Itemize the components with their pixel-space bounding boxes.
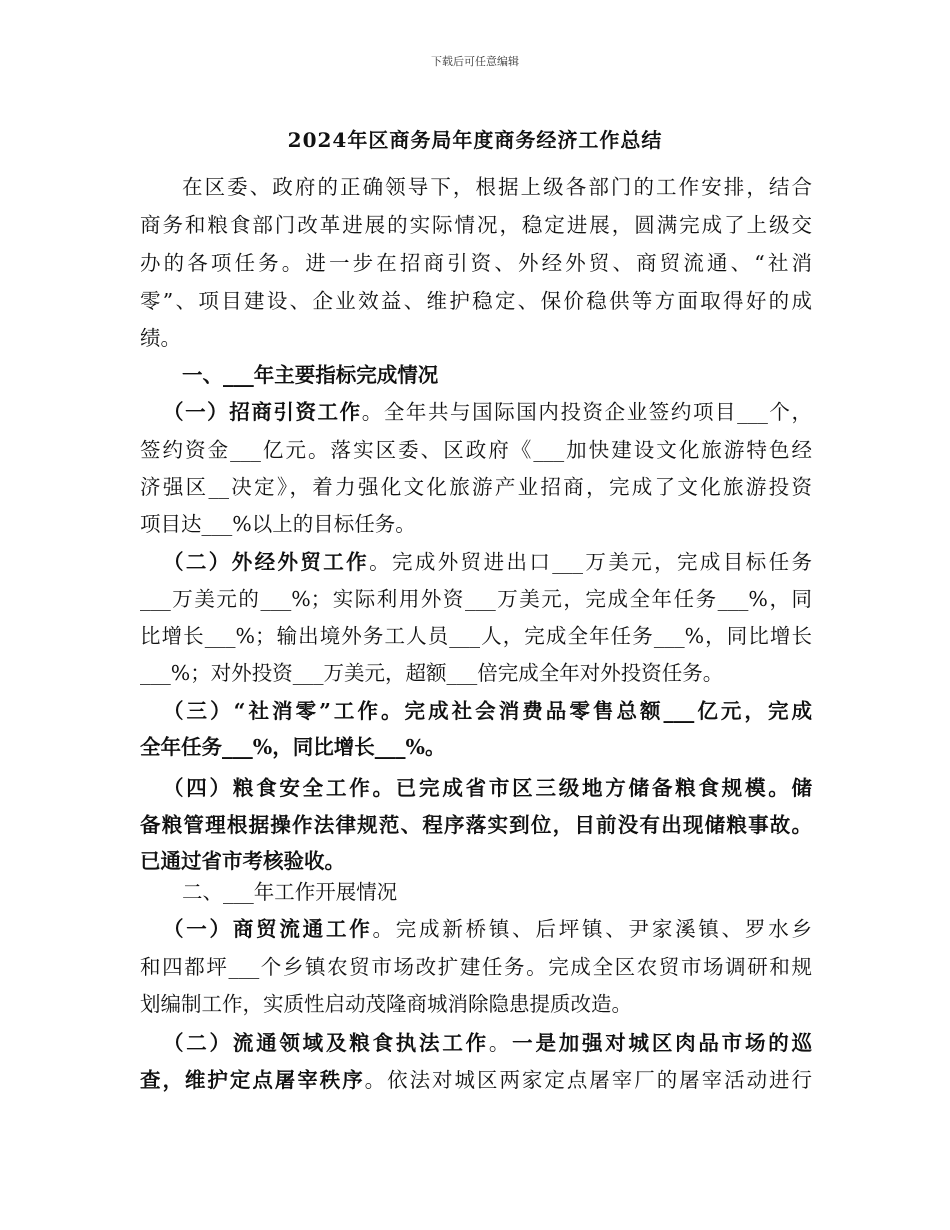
text-line: [140, 623, 812, 649]
document-title: 2024年区商务局年度商务经济工作总结: [287, 128, 663, 152]
text: 签约资金___亿元。落实区委、区政府《___加快建设文化旅游特色经: [140, 438, 812, 462]
text: 二、___年工作开展情况: [182, 880, 398, 904]
text-line: [140, 812, 812, 838]
header-note: 下载后可任意编辑: [431, 55, 519, 68]
text-line: [182, 879, 812, 905]
text-line: [163, 399, 812, 425]
bold-text: 备粮管理根据操作法律规范、程序落实到位，目前没有出现储粮事故。: [140, 813, 812, 837]
bold-text: （四）粮食安全工作。已完成省市区三级地方储备粮食规模。储: [163, 776, 812, 800]
text-line: [163, 1030, 812, 1056]
text: 办的各项任务。进一步在招商引资、外经外贸、商贸流通、“社消: [140, 251, 812, 275]
text-line: [140, 212, 812, 238]
text: 零”、项目建设、企业效益、维护稳定、保价稳供等方面取得好的成: [140, 289, 812, 313]
text: 。全年共与国际国内投资企业签约项目___个，: [361, 400, 813, 424]
bold-text: 全年任务___%，同比增长___%。: [140, 735, 446, 759]
bold-text: 一、___年主要指标完成情况: [182, 363, 439, 387]
text: 济强区__决定》，着力强化文化旅游产业招商，完成了文化旅游投资: [140, 475, 812, 499]
text-line: [163, 916, 812, 942]
bold-text: 已通过省市考核验收。: [140, 849, 345, 873]
text-line: [140, 586, 812, 612]
text: 划编制工作，实质性启动茂隆商城消除隐患提质改造。: [140, 992, 632, 1016]
text-line: [182, 362, 812, 388]
bold-text: （二）流通领域及粮食执法工作: [163, 1031, 489, 1055]
bold-text: （一）招商引资工作: [163, 400, 362, 424]
text-line: [140, 437, 812, 463]
bold-text: 查，维护定点屠宰秩序: [140, 1068, 365, 1092]
text-line: [140, 250, 812, 276]
text-line: [140, 954, 812, 980]
text-line: [163, 775, 812, 801]
text-line: [182, 174, 812, 200]
text: 项目达___%以上的目标任务。: [140, 512, 416, 536]
bold-text: 一是加强对城区肉品市场的巡: [512, 1031, 813, 1055]
text-line: [140, 511, 812, 537]
text: ___万美元的___%；实际利用外资___万美元，完成全年任务___%，同: [140, 587, 812, 611]
bold-text: （一）商贸流通工作: [163, 917, 373, 941]
text-line: [140, 474, 812, 500]
text-line: [140, 288, 812, 314]
text: 在区委、政府的正确领导下，根据上级各部门的工作安排，结合: [182, 175, 812, 199]
text: ___%；对外投资___万美元，超额___倍完成全年对外投资任务。: [140, 661, 724, 685]
text: 。完成新桥镇、后坪镇、尹家溪镇、罗水乡: [372, 917, 812, 941]
text: 。完成外贸进出口___万美元，完成目标任务: [369, 550, 813, 574]
text-line: [163, 549, 812, 575]
text: 绩。: [140, 326, 181, 350]
text-line: [140, 1067, 812, 1093]
bold-text: （三）“社消零”工作。完成社会消费品零售总额___亿元，完成: [163, 699, 812, 723]
text-line: [140, 848, 812, 874]
bold-text: （二）外经外贸工作: [163, 550, 370, 574]
text-line: [163, 698, 812, 724]
text: 。: [488, 1031, 513, 1055]
text-line: [140, 660, 812, 686]
text: 和四都坪___个乡镇农贸市场改扩建任务。完成全区农贸市场调研和规: [140, 955, 812, 979]
text: 比增长___%；输出境外务工人员___人，完成全年任务___%，同比增长: [140, 624, 812, 648]
text: 商务和粮食部门改革进展的实际情况，稳定进展，圆满完成了上级交: [140, 213, 812, 237]
text-line: [140, 325, 812, 351]
text-line: [140, 734, 812, 760]
text: 。依法对城区两家定点屠宰厂的屠宰活动进行: [364, 1068, 812, 1092]
text-line: [140, 991, 812, 1017]
